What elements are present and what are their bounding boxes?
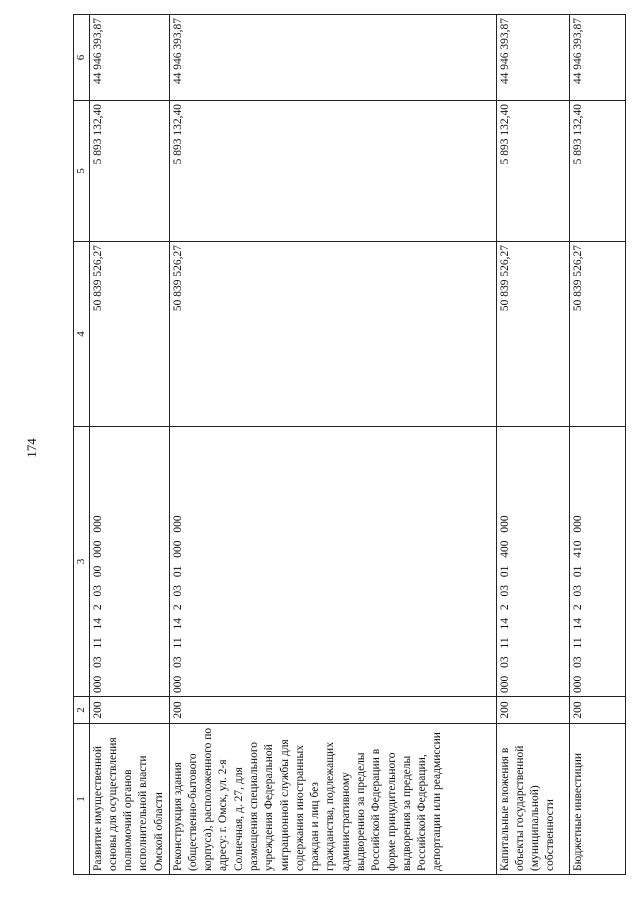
page-number: 174: [24, 438, 39, 458]
table-header-row: [74, 15, 90, 875]
table-row: [496, 15, 569, 875]
table-row: [89, 15, 169, 875]
row-value-col5: 5 893 132,40: [169, 101, 496, 242]
header-col-6: 6: [74, 15, 90, 101]
header-col-4: 4: [74, 242, 90, 427]
row-value-col6: 44 946 393,87: [569, 15, 625, 101]
table-row: [169, 15, 496, 875]
row-value-col6: 44 946 393,87: [89, 15, 169, 101]
row-code: 200: [169, 697, 496, 724]
row-value-col5: 5 893 132,40: [89, 101, 169, 242]
row-name: Реконструкция здания (общественно-бытового корпуса), расположенного по адресу: г. Омск, ул. 2-я Солнечная, д. 27, для размещения специального учреждения Федеральной миграционной службы для содержания иностранных граждан и лиц без гражданства, подлежащих административному выдворению за пределы Российской Федерации в форме принудительного выдворения за пределы Российской Федерации, депортации или реадмиссии: [169, 724, 496, 875]
header-col-3: 3: [74, 427, 90, 697]
header-col-1: 1: [74, 724, 90, 875]
row-kbk: 000 03 11 14 2 03 01 400 000: [496, 427, 569, 697]
row-kbk: 000 03 11 14 2 03 00 000 000: [89, 427, 169, 697]
row-name: Развитие имущественной основы для осуществления полномочий органов исполнительной власти Омской области: [89, 724, 169, 875]
row-value-col4: 50 839 526,27: [89, 242, 169, 427]
row-code: 200: [496, 697, 569, 724]
row-name: Капитальные вложения в объекты государственной (муниципальной) собственности: [496, 724, 569, 875]
row-value-col5: 5 893 132,40: [496, 101, 569, 242]
header-col-5: 5: [74, 101, 90, 242]
row-kbk: 000 03 11 14 2 03 01 410 000: [569, 427, 625, 697]
row-value-col4: 50 839 526,27: [569, 242, 625, 427]
budget-table: [73, 14, 626, 875]
row-value-col5: 5 893 132,40: [569, 101, 625, 242]
row-code: 200: [89, 697, 169, 724]
row-name: Бюджетные инвестиции: [569, 724, 625, 875]
row-value-col6: 44 946 393,87: [496, 15, 569, 101]
header-col-2: 2: [74, 697, 90, 724]
table-row: [569, 15, 625, 875]
row-kbk: 000 03 11 14 2 03 01 000 000: [169, 427, 496, 697]
row-value-col4: 50 839 526,27: [496, 242, 569, 427]
row-value-col6: 44 946 393,87: [169, 15, 496, 101]
row-code: 200: [569, 697, 625, 724]
row-value-col4: 50 839 526,27: [169, 242, 496, 427]
